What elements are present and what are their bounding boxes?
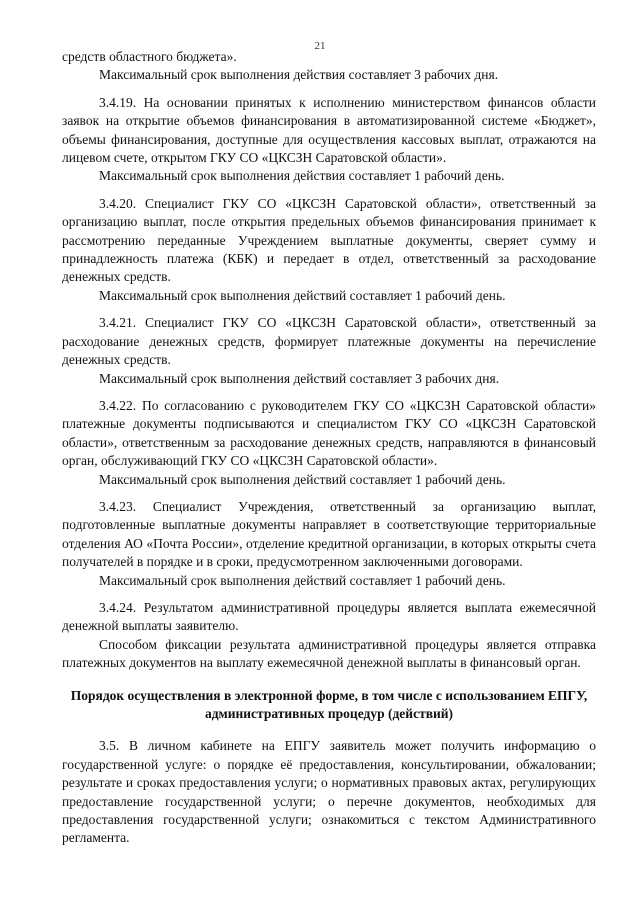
page-number: 21 bbox=[314, 40, 326, 52]
paragraph: 3.4.24. Результатом административной процедуры является выплата ежемесячной денежной выплаты заявителю. bbox=[62, 599, 596, 634]
paragraph: Максимальный срок выполнения действий составляет 1 рабочий день. bbox=[99, 471, 506, 487]
paragraph: 3.4.23. Специалист Учреждения, ответственный за организацию выплат, подготовленные выплатные документы направляет в соответствующие территориальные отделения АО «Почта России», отделение кредитной организации, в которых открыты счета получателей в порядке и в сроки, предусмотренном заключенными договорами. bbox=[62, 498, 596, 570]
paragraph: 3.4.22. По согласованию с руководителем ГКУ СО «ЦКСЗН Саратовской области» платежные документы подписываются и специалистом ГКУ СО «ЦКСЗН Саратовской области», ответственным за расходование денежных средств, направляются в финансовый орган, обслуживающий ГКУ СО «ЦКСЗН Саратовской области». bbox=[62, 397, 596, 469]
paragraph: 3.5. В личном кабинете на ЕПГУ заявитель может получить информацию о государственной услуге: о порядке её предоставления, консультировании, обжаловании; результате и сроках предоставления услуги; о нормативных правовых актах, регулирующих предоставление государственной услуги; о перечне документов, необходимых для предоставления государственной услуги; ознакомиться с текстом Административного регламента. bbox=[62, 738, 596, 846]
paragraph: Максимальный срок выполнения действий составляет 3 рабочих дня. bbox=[99, 370, 500, 386]
paragraph: Максимальный срок выполнения действия составляет 3 рабочих дня. bbox=[99, 67, 499, 83]
document-body bbox=[62, 48, 596, 848]
paragraph: Максимальный срок выполнения действий составляет 1 рабочий день. bbox=[99, 572, 506, 588]
paragraph: 3.4.19. На основании принятых к исполнению министерством финансов области заявок на открытие объемов финансирования в автоматизированной системе «Бюджет», объемы финансирования, доступные для осуществления кассовых выплат, отражаются на лицевом счете, открытом ГКУ СО «ЦКСЗН Саратовской области». bbox=[62, 94, 596, 166]
section-heading: Порядок осуществления в электронной форме, в том числе с использованием ЕПГУ, административных процедур (действий) bbox=[70, 687, 588, 721]
paragraph: Максимальный срок выполнения действий составляет 1 рабочий день. bbox=[99, 287, 506, 303]
paragraph: средств областного бюджета». bbox=[62, 49, 237, 64]
paragraph: Способом фиксации результата административной процедуры является отправка платежных документов на выплату ежемесячной денежной выплаты в финансовый орган. bbox=[62, 636, 596, 671]
paragraph: 3.4.21. Специалист ГКУ СО «ЦКСЗН Саратовской области», ответственный за расходование денежных средств, формирует платежные документы на перечисление денежных средств. bbox=[62, 315, 596, 368]
paragraph: Максимальный срок выполнения действия составляет 1 рабочий день. bbox=[99, 168, 505, 184]
paragraph: 3.4.20. Специалист ГКУ СО «ЦКСЗН Саратовской области», ответственный за организацию выплат, после открытия предельных объемов финансирования принимает к рассмотрению переданные Учреждением выплатные документы, сверяет сумму и принадлежность платежа (КБК) и передает в отдел, ответственный за расходование денежных средств. bbox=[62, 195, 596, 285]
